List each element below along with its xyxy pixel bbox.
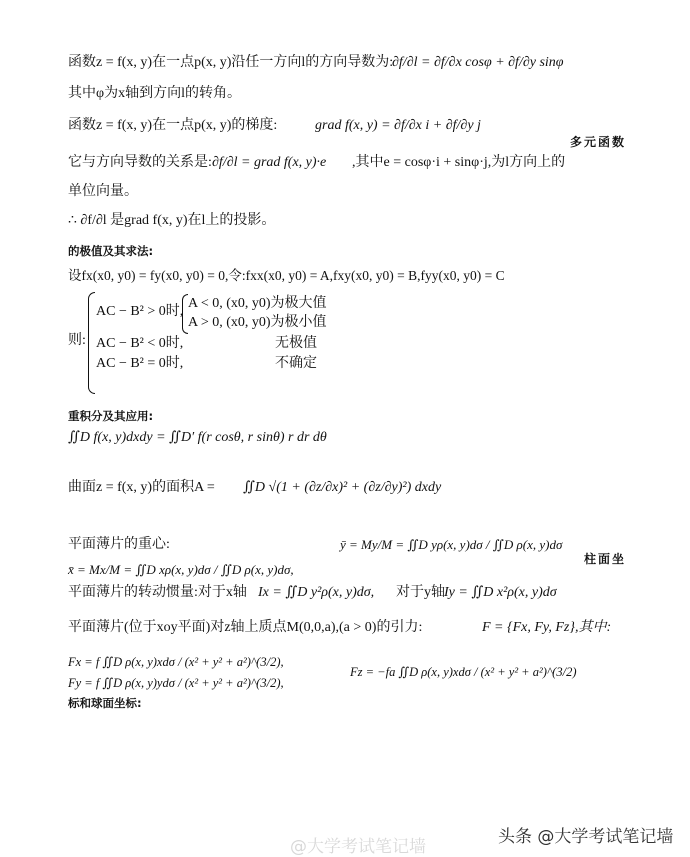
inertia-y-prefix: 对于y轴 (396, 585, 445, 600)
centroid-x: x̄ = Mx/M = ∬D xρ(x, y)dσ / ∬D ρ(x, y)dσ, (68, 562, 294, 577)
unit-vector: 单位向量。 (68, 184, 138, 199)
faded-watermark: @大学考试笔记墙 (290, 837, 426, 857)
relation-prefix: 它与方向导数的关系是: (68, 155, 212, 170)
side-label-multivariate: 多元函数 (570, 135, 627, 149)
angle-note: 其中φ为x轴到方向l的转角。 (68, 86, 241, 101)
case-negative-result: 无极值 (275, 336, 317, 351)
projection: ∴ ∂f/∂l 是grad f(x, y)在l上的投影。 (68, 213, 276, 228)
gravity-vector: F = {Fx, Fy, Fz},其中: (482, 620, 612, 635)
force-x: Fx = f ∬D ρ(x, y)xdσ / (x² + y² + a²)^(3/2), (68, 655, 284, 669)
case-zero-result: 不确定 (275, 356, 317, 371)
gravity-prefix: 平面薄片(位于xoy平面)对z轴上质点M(0,0,a),(a > 0)的引力: (68, 620, 423, 635)
force-y: Fy = f ∬D ρ(x, y)ydσ / (x² + y² + a²)^(3/2), (68, 676, 284, 690)
case-positive: AC − B² > 0时, (96, 304, 184, 319)
inertia-prefix: 平面薄片的转动惯量:对于x轴 (68, 585, 247, 600)
extrema-setup: 设fx(x0, y0) = fy(x0, y0) = 0,令:fxx(x0, y0) = A,fxy(x0, y0) = B,fyy(x0, y0) = C (68, 268, 505, 283)
dir-deriv-prefix: 函数z = f(x, y)在一点p(x, y)沿任一方向l的方向导数为: (68, 55, 394, 70)
case-maximum: A < 0, (x0, y0)为极大值 (188, 296, 327, 311)
credit-watermark: 头条 @大学考试笔记墙 (498, 827, 674, 847)
polar-formula: ∬D f(x, y)dxdy = ∬D′ f(r cosθ, r sinθ) r dr dθ (68, 430, 327, 445)
centroid-y: ȳ = My/M = ∬D yρ(x, y)dσ / ∬D ρ(x, y)dσ (340, 537, 563, 552)
gradient-prefix: 函数z = f(x, y)在一点p(x, y)的梯度: (68, 118, 278, 133)
inertia-y: Iy = ∬D x²ρ(x, y)dσ (444, 585, 557, 600)
inertia-x: Ix = ∬D y²ρ(x, y)dσ, (258, 585, 375, 600)
section-spherical: 标和球面坐标: (68, 696, 142, 710)
area-prefix: 曲面z = f(x, y)的面积A = (68, 480, 215, 495)
case-zero: AC − B² = 0时, (96, 356, 184, 371)
centroid-prefix: 平面薄片的重心: (68, 537, 170, 552)
force-z: Fz = −fa ∬D ρ(x, y)xdσ / (x² + y² + a²)^(3/2) (350, 665, 577, 679)
case-minimum: A > 0, (x0, y0)为极小值 (188, 315, 327, 330)
gradient-formula: grad f(x, y) = ∂f/∂x i + ∂f/∂y j (315, 118, 481, 133)
extrema-then: 则: (68, 333, 86, 348)
cases-brace (88, 292, 95, 394)
relation-formula: ∂f/∂l = grad f(x, y)·e (212, 155, 327, 170)
dir-deriv-formula: ∂f/∂l = ∂f/∂x cosφ + ∂f/∂y sinφ (392, 55, 564, 70)
case-negative: AC − B² < 0时, (96, 336, 184, 351)
section-multiple-integral: 重积分及其应用: (68, 409, 154, 423)
area-formula: ∬D √(1 + (∂z/∂x)² + (∂z/∂y)²) dxdy (243, 480, 442, 495)
relation-suffix: ,其中e = cosφ·i + sinφ·j,为l方向上的 (352, 155, 566, 170)
section-extrema: 的极值及其求法: (68, 244, 154, 258)
side-label-cylindrical: 柱面坐 (584, 552, 627, 566)
